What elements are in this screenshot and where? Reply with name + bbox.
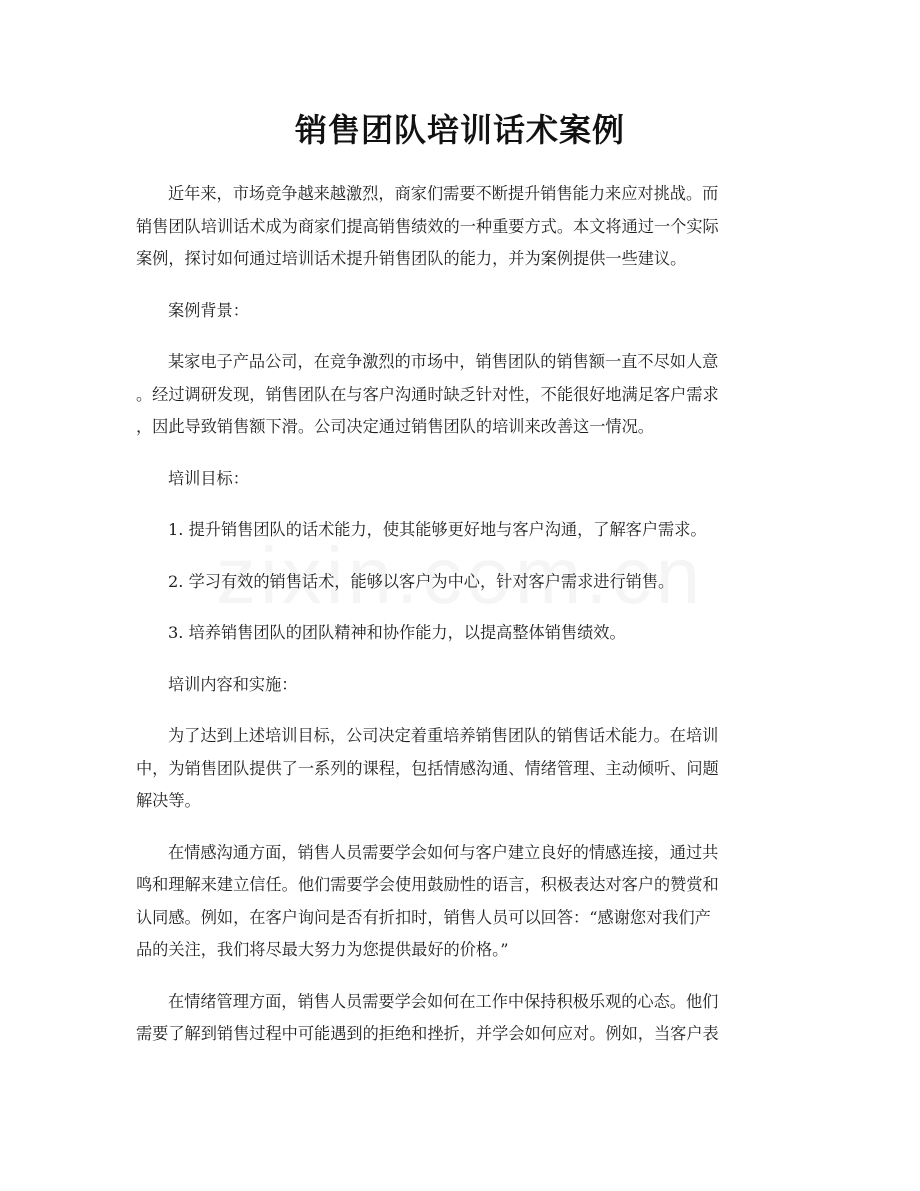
- text-line: 案例，探讨如何通过培训话术提升销售团队的能力，并为案例提供一些建议。: [136, 249, 687, 268]
- text-line: 培训目标：: [168, 468, 249, 488]
- text-line: 。经过调研发现，销售团队在与客户沟通时缺乏针对性，不能很好地满足客户需求: [136, 384, 719, 404]
- text-line: 案例背景：: [168, 300, 249, 320]
- text-line: 中，为销售团队提供了一系列的课程，包括情感沟通、情绪管理、主动倾听、问题: [136, 758, 719, 778]
- goal-item-1: [136, 514, 784, 547]
- text-line: 认同感。例如，在客户询问是否有折扣时，销售人员可以回答：“感谢您对我们产: [136, 907, 711, 927]
- text-line: ，因此导致销售额下滑。公司决定通过销售团队的培训来改善这一情况。: [136, 417, 654, 436]
- text-line: 销售团队培训话术成为商家们提高销售绩效的一种重要方式。本文将通过一个实际: [136, 216, 719, 236]
- text-line: 培训内容和实施：: [168, 674, 298, 694]
- paragraph-background: [136, 346, 784, 444]
- text-line: 品的关注，我们将尽最大努力为您提供最好的价格。”: [136, 940, 509, 959]
- section-heading-content: [136, 669, 784, 702]
- paragraph-emotional-communication: [136, 837, 784, 967]
- paragraph-content: [136, 720, 784, 818]
- document-body: [136, 178, 784, 1070]
- text-line: 在情感沟通方面，销售人员需要学会如何与客户建立良好的情感连接，通过共: [168, 842, 719, 862]
- text-line: 近年来，市场竞争越来越激烈，商家们需要不断提升销售能力来应对挑战。而: [168, 184, 719, 203]
- section-heading-background: [136, 295, 784, 328]
- text-line: 鸣和理解来建立信任。他们需要学会使用鼓励性的语言，积极表达对客户的赞赏和: [136, 875, 719, 894]
- paragraph-intro: [136, 178, 784, 276]
- goal-item-3: [136, 617, 784, 650]
- text-line: 解决等。: [136, 791, 201, 810]
- paragraph-emotion-management: [136, 986, 784, 1051]
- text-line: 2. 学习有效的销售话术，能够以客户为中心，针对客户需求进行销售。: [168, 571, 675, 591]
- text-line: 在情绪管理方面，销售人员需要学会如何在工作中保持积极乐观的心态。他们: [168, 991, 719, 1011]
- section-heading-goals: [136, 463, 784, 496]
- text-line: 1. 提升销售团队的话术能力，使其能够更好地与客户沟通，了解客户需求。: [168, 520, 707, 539]
- text-line: 某家电子产品公司，在竞争激烈的市场中，销售团队的销售额一直不尽如人意: [168, 352, 719, 371]
- text-line: 3. 培养销售团队的团队精神和协作能力，以提高整体销售绩效。: [168, 623, 626, 642]
- text-line: 为了达到上述培训目标，公司决定着重培养销售团队的销售话术能力。在培训: [168, 726, 719, 745]
- goal-item-2: [136, 566, 784, 599]
- page-title: 销售团队培训话术案例: [294, 111, 625, 149]
- text-line: 需要了解到销售过程中可能遇到的拒绝和挫折，并学会如何应对。例如，当客户表: [136, 1024, 719, 1043]
